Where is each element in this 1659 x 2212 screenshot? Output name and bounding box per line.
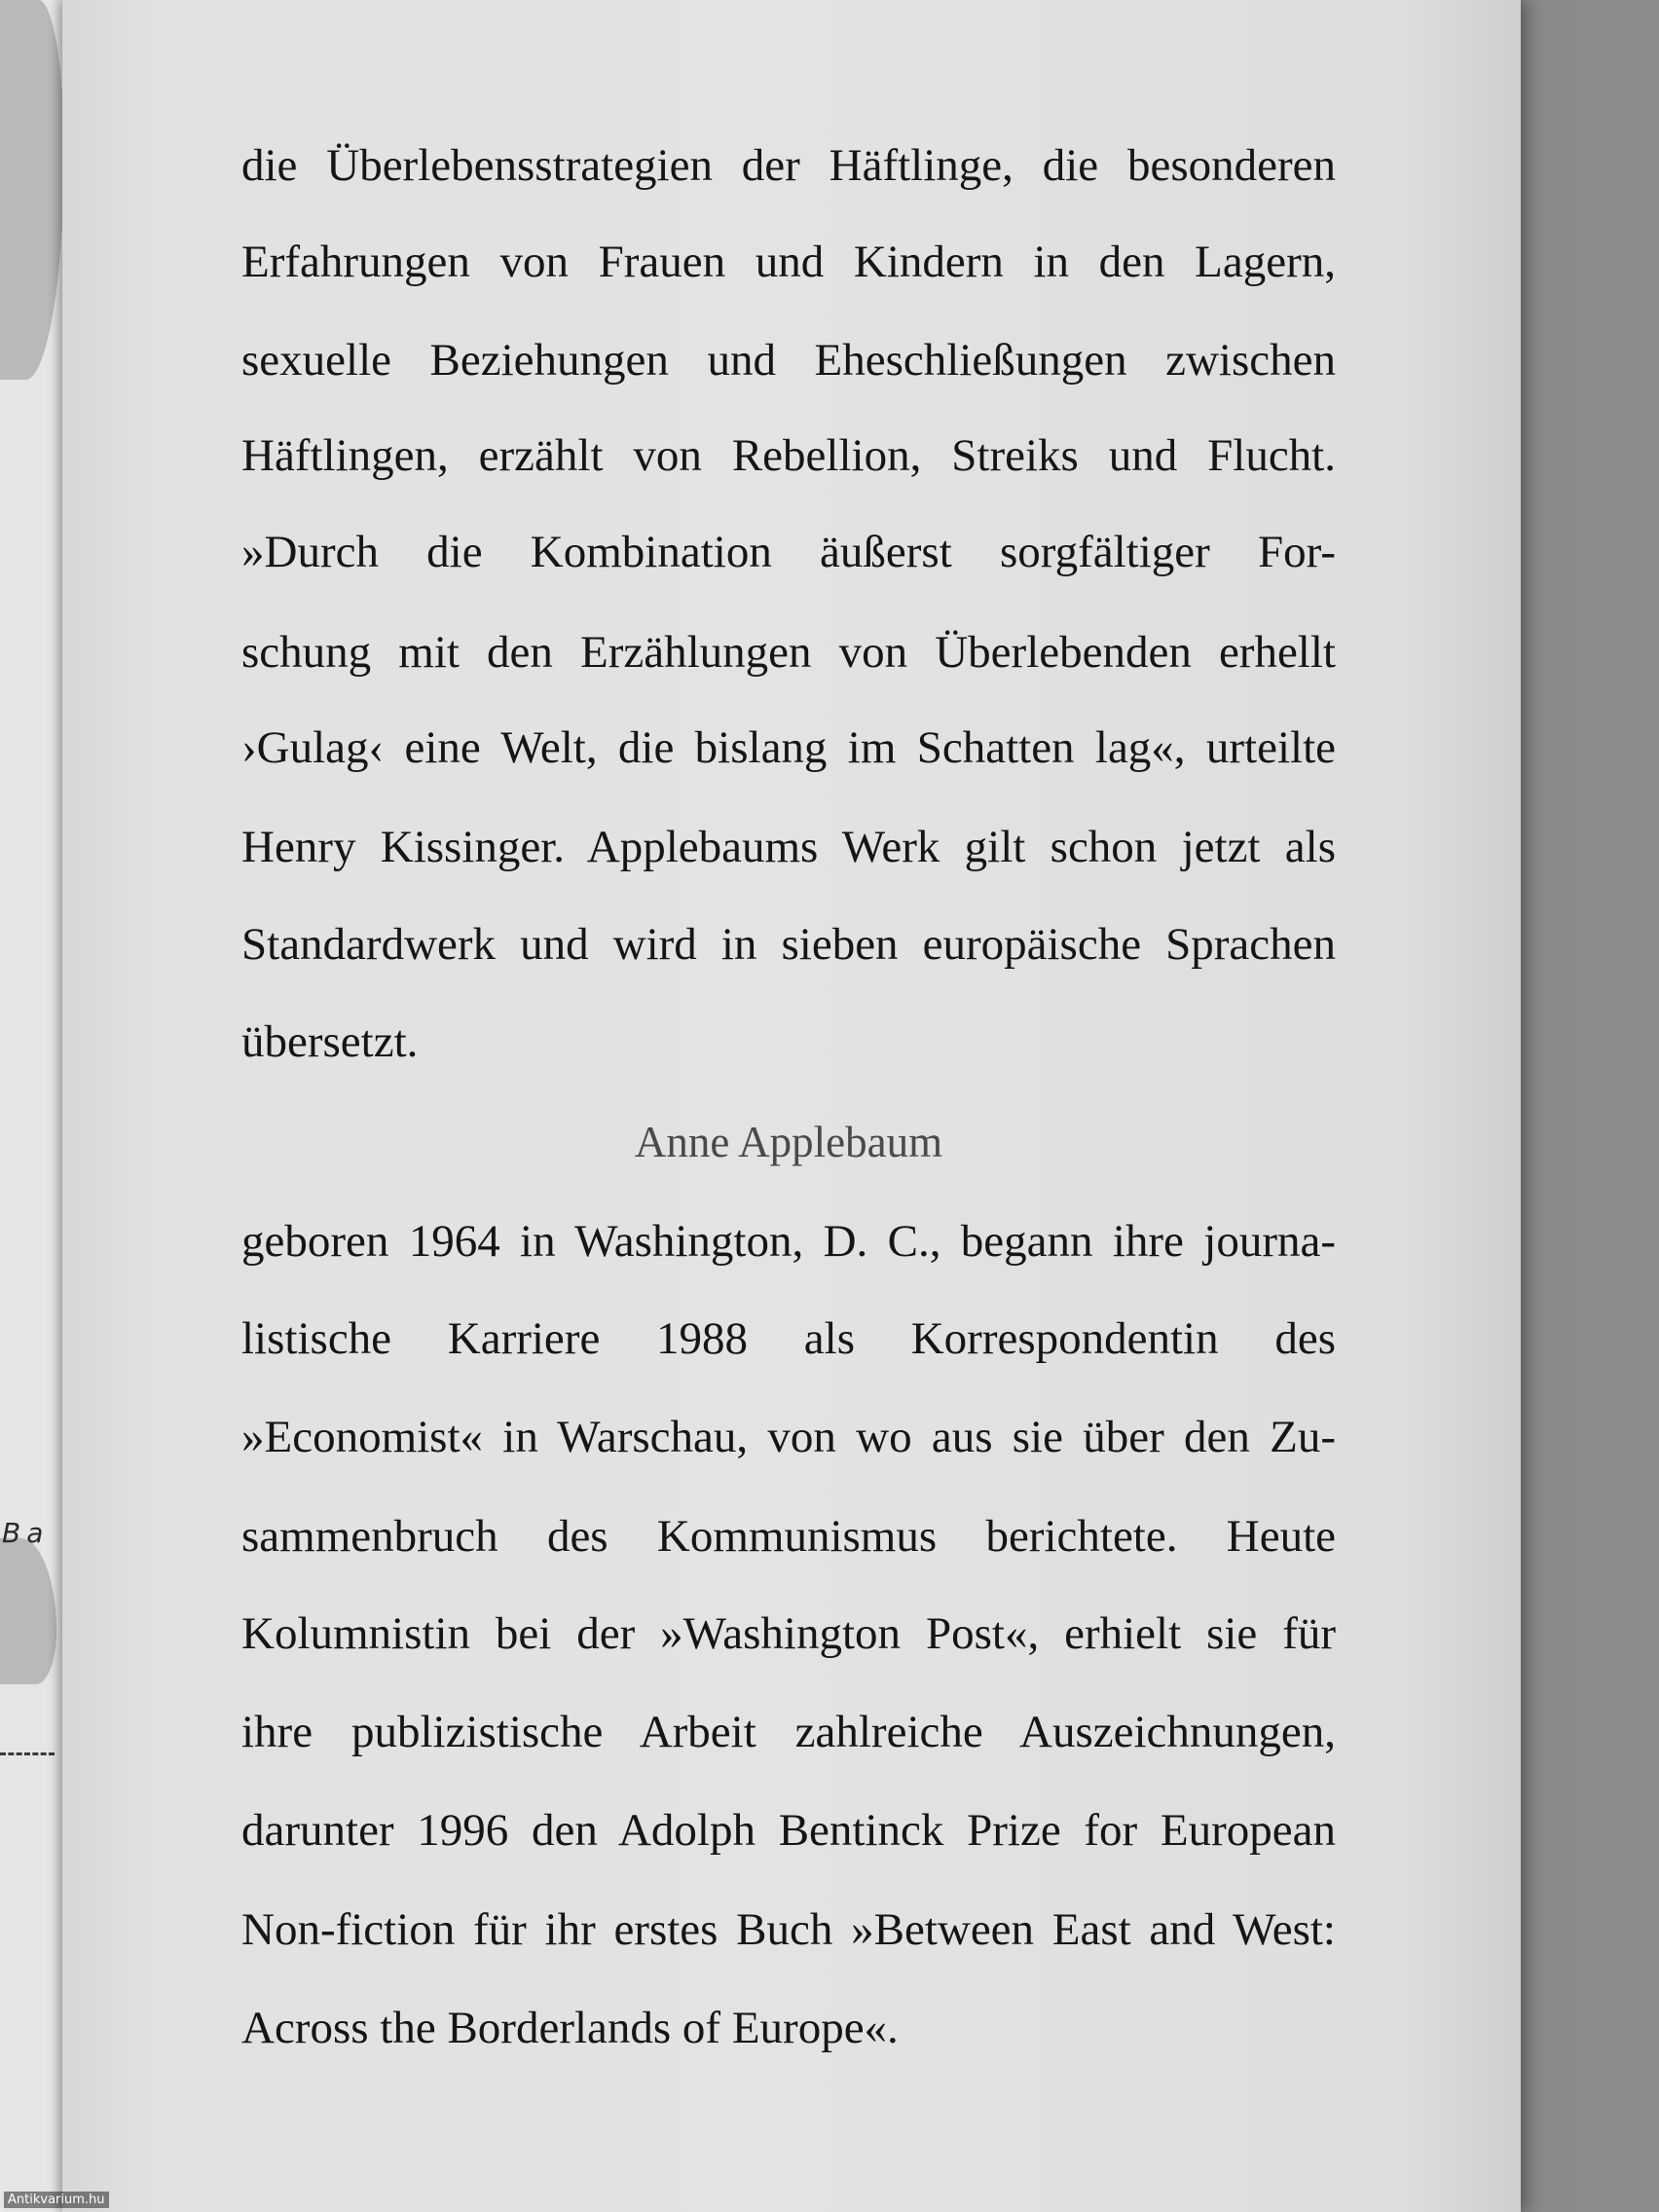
bio-line: sammenbruch des Kommunismus berichtete. Heute — [241, 1511, 1336, 1562]
description-line: Henry Kissinger. Applebaums Werk gilt schon jetzt als — [241, 822, 1336, 872]
map-dashed-border — [0, 1752, 55, 1755]
bio-line: »Economist« in Warschau, von wo aus sie über den Zu- — [241, 1412, 1336, 1462]
bio-line: darunter 1996 den Adolph Bentinck Prize for European — [241, 1805, 1336, 1856]
bio-line: Non-fiction für ihr erstes Buch »Between East and West: — [241, 1904, 1336, 1955]
bio-line: geboren 1964 in Washington, D. C., begann ihre journa- — [241, 1216, 1336, 1267]
bio-line: listische Karriere 1988 als Korrespondentin des — [241, 1313, 1336, 1364]
description-line: übersetzt. — [241, 1016, 419, 1067]
bio-line: Across the Borderlands of Europe«. — [241, 2003, 899, 2053]
description-line: »Durch die Kombination äußerst sorgfältiger For- — [241, 527, 1336, 577]
description-line: sexuelle Beziehungen und Eheschließungen zwischen — [241, 335, 1336, 386]
description-line: schung mit den Erzählungen von Überlebenden erhellt — [241, 627, 1336, 678]
description-line: die Überlebensstrategien der Häftlinge, die besonderen — [241, 140, 1336, 191]
description-line: ›Gulag‹ eine Welt, die bislang im Schatten lag«, urteilte — [241, 722, 1336, 773]
watermark: Antikvarium.hu — [4, 2192, 109, 2208]
map-landmass — [0, 1538, 56, 1684]
author-heading: Anne Applebaum — [634, 1118, 943, 1166]
description-line: Erfahrungen von Frauen und Kindern in den Lagern, — [241, 237, 1336, 287]
bio-line: Kolumnistin bei der »Washington Post«, erhielt sie für — [241, 1608, 1336, 1659]
map-landmass — [0, 0, 64, 380]
book-flap-page — [62, 0, 1521, 2212]
description-line: Standardwerk und wird in sieben europäische Sprachen — [241, 919, 1336, 970]
bio-line: ihre publizistische Arbeit zahlreiche Auszeichnungen, — [241, 1707, 1336, 1757]
map-label: Ba — [2, 1517, 50, 1549]
description-line: Häftlingen, erzählt von Rebellion, Streiks und Flucht. — [241, 430, 1336, 481]
